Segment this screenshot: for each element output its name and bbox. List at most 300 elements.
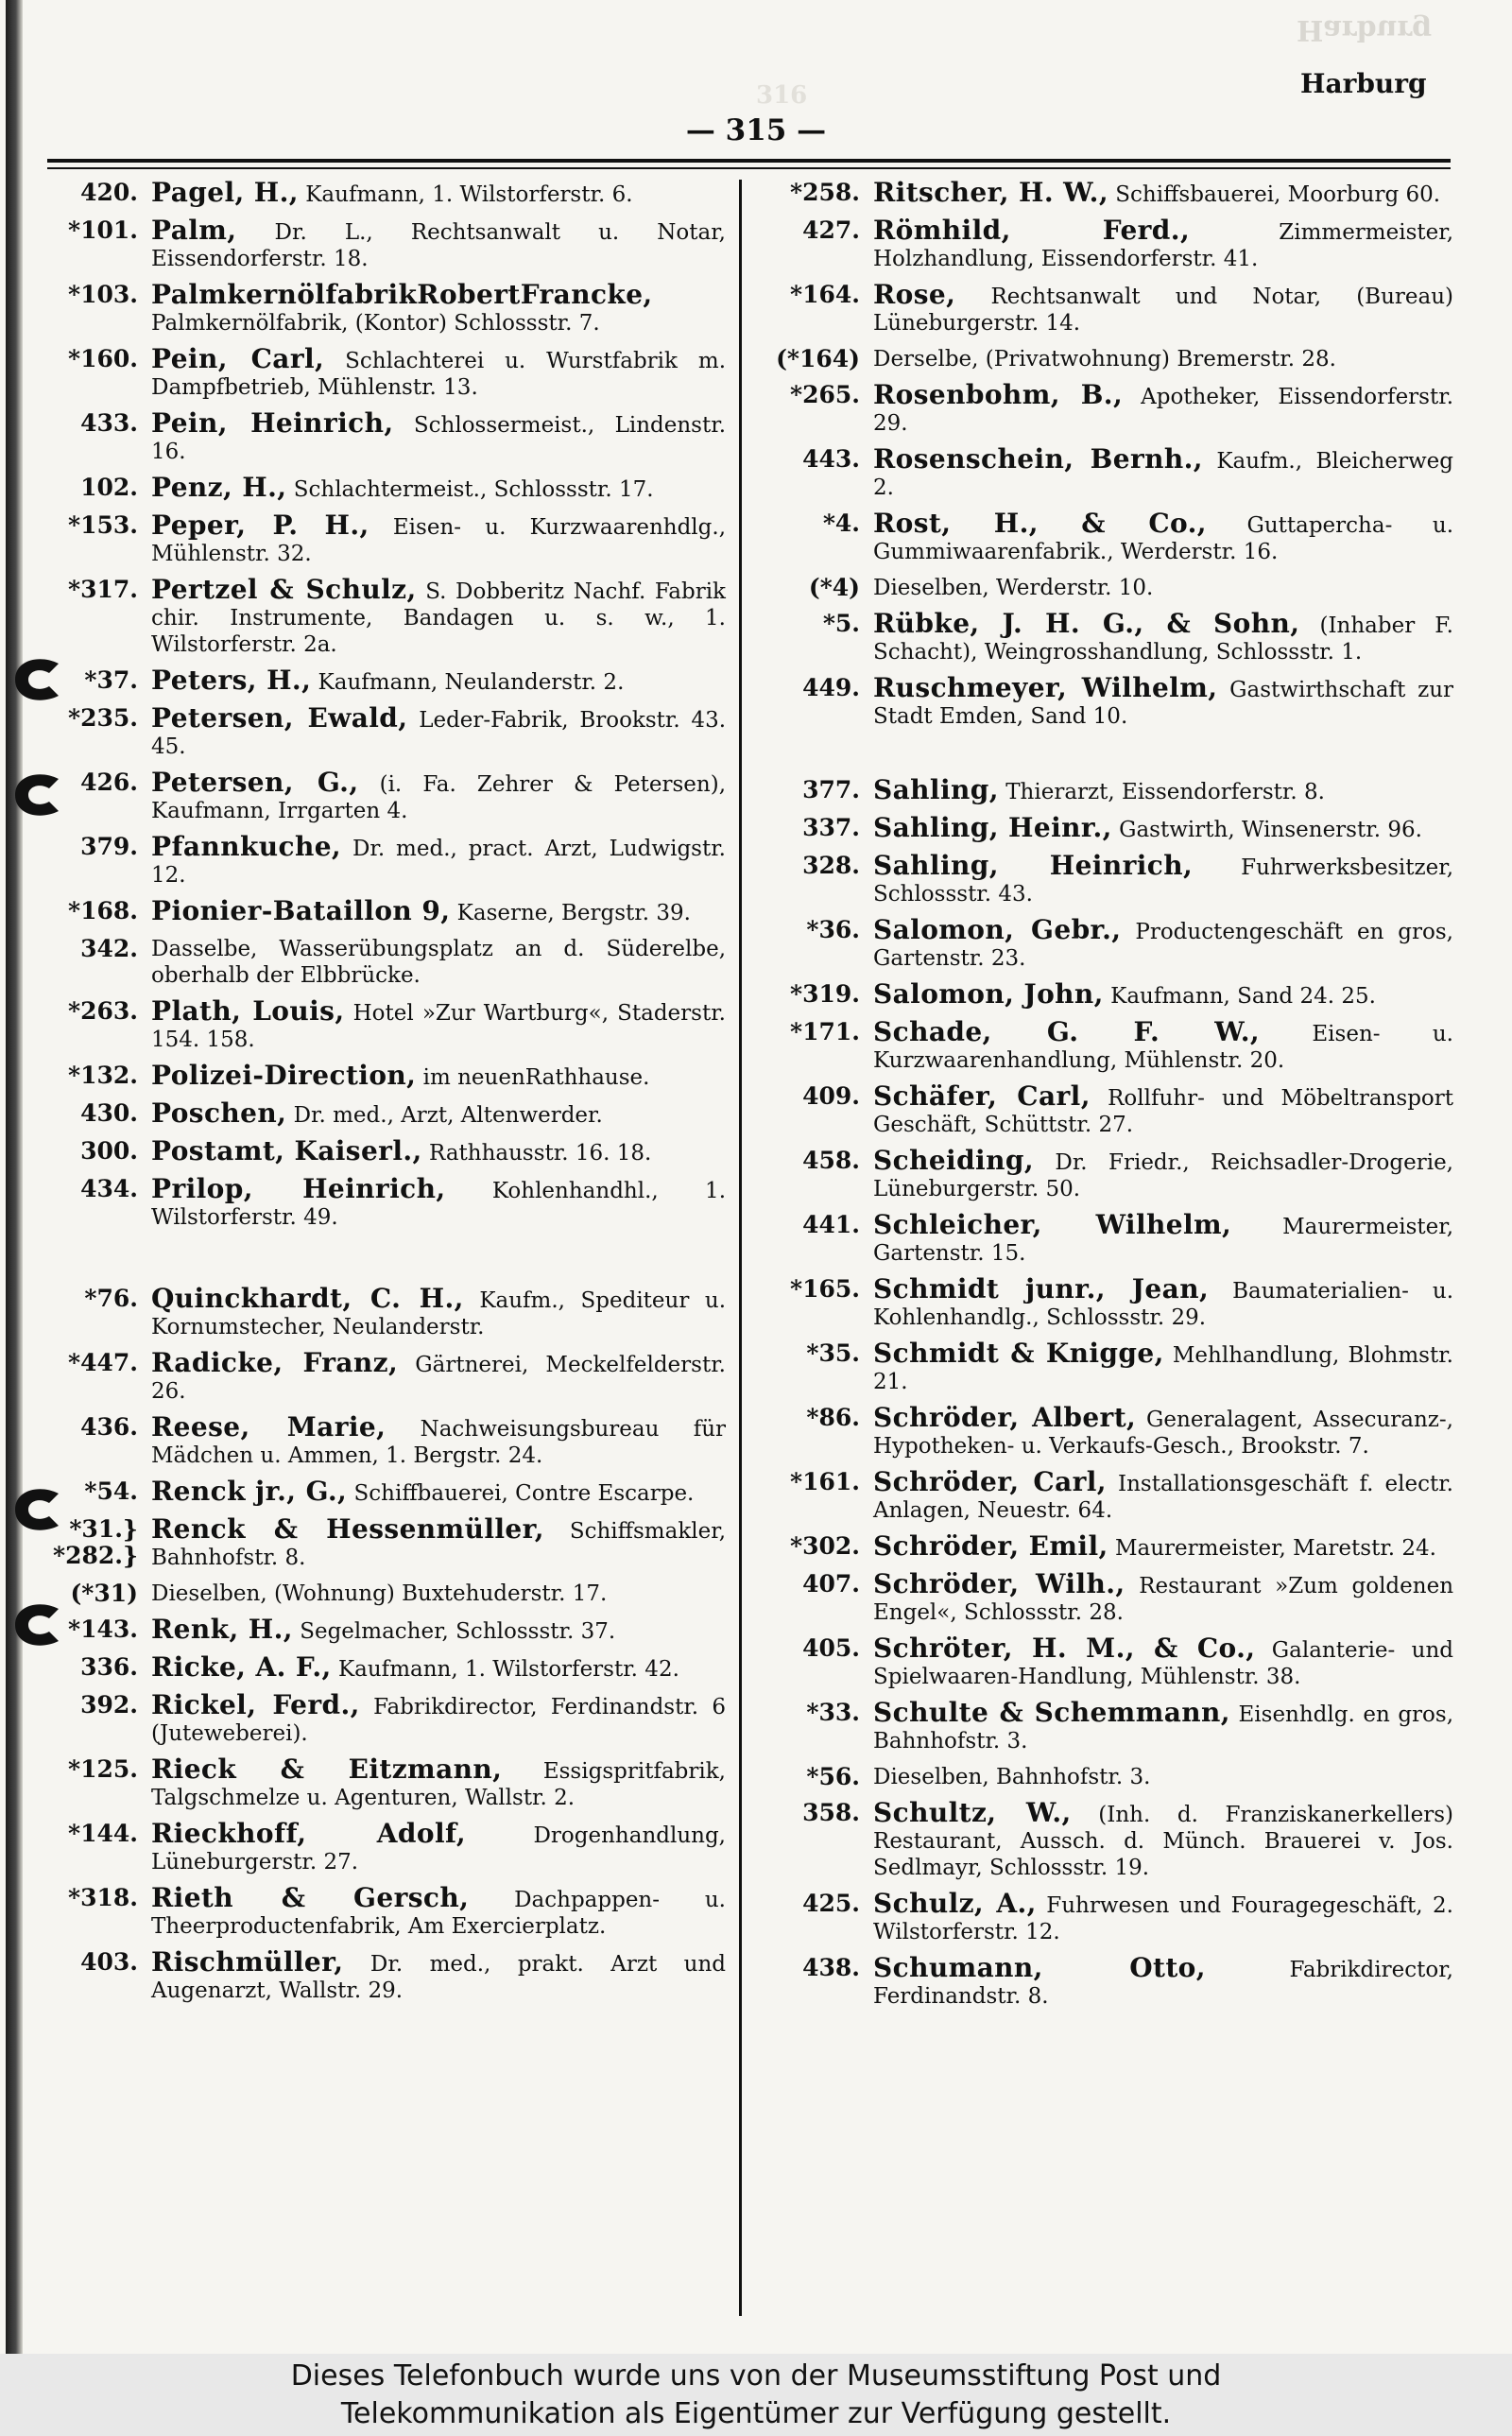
directory-entry: [53, 1513, 726, 1571]
entry-text: [860, 1697, 1454, 1754]
phone-number: *125.: [68, 1755, 138, 1783]
directory-entry: [53, 177, 726, 208]
subscriber-details: Hotel »Zur Wartburg«, Staderstr. 154. 158.: [151, 1001, 726, 1052]
subscriber-name: Ritscher, H. W.,: [873, 177, 1108, 208]
entry-text: [860, 1797, 1453, 1881]
directory-entry: [760, 850, 1454, 907]
subscriber-name: Schumann, Otto,: [873, 1952, 1206, 1983]
subscriber-name: Rieck & Eitzmann,: [151, 1754, 503, 1785]
subscriber-name: PalmkernölfabrikRobertFrancke,: [151, 279, 653, 310]
directory-entry: [760, 1952, 1453, 2010]
entry-text: [138, 574, 726, 658]
directory-entry: [53, 1097, 726, 1129]
subscriber-details: Generalagent, Assecuranz-, Hypotheken- u. Verkaufs-Gesch., Brookstr. 7.: [873, 1408, 1453, 1459]
directory-entry: [53, 1060, 726, 1091]
subscriber-name: Schulte & Schemmann,: [873, 1697, 1230, 1728]
subscriber-name: Renck jr., G.,: [151, 1476, 348, 1507]
subscriber-name: Ricke, A. F.,: [151, 1651, 332, 1683]
directory-entry: [760, 1402, 1453, 1460]
subscriber-name: Pertzel & Schulz,: [151, 574, 417, 605]
subscriber-details: Segelmacher, Schlossstr. 37.: [300, 1619, 616, 1644]
subscriber-name: Renk, H.,: [151, 1614, 293, 1645]
entry-text: [138, 1283, 727, 1340]
phone-number: 436.: [80, 1413, 138, 1441]
directory-entry: [760, 914, 1453, 972]
phone-number: 102.: [80, 474, 138, 501]
subscriber-details: Fabrikdirector, Ferdinandstr. 6 (Juteweberei).: [151, 1695, 726, 1746]
entry-text: [860, 1080, 1454, 1138]
subscriber-name: Schröder, Emil,: [873, 1530, 1108, 1562]
phone-number: *318.: [68, 1884, 138, 1911]
phone-number: *161.: [790, 1468, 860, 1495]
entry-text: [138, 895, 726, 926]
directory-entry: [760, 1209, 1454, 1267]
phone-number: 337.: [802, 814, 860, 841]
subscriber-details: Productengeschäft en gros, Gartenstr. 23.: [873, 920, 1453, 971]
left-column: [53, 177, 727, 2004]
phone-number: *302.: [790, 1532, 860, 1560]
subscriber-name: Renck & Hessenmüller,: [151, 1513, 544, 1545]
directory-entry: [760, 1888, 1453, 1945]
subscriber-details: (i. Fa. Zehrer & Petersen), Kaufmann, Irrgarten 4.: [151, 772, 727, 823]
phone-number: *168.: [68, 897, 138, 924]
directory-entry: [760, 379, 1454, 437]
subscriber-details: Schiffbauerei, Contre Escarpe.: [353, 1481, 695, 1506]
entry-text: [138, 702, 727, 760]
phone-number: 409.: [802, 1082, 860, 1110]
entry-text: [860, 177, 1453, 208]
directory-entry: [760, 575, 1453, 601]
subscriber-name: Schultz, W.,: [873, 1797, 1072, 1828]
directory-entry: [760, 1797, 1453, 1881]
subscriber-name: Pagel, H.,: [151, 177, 299, 208]
subscriber-name: Pein, Carl,: [151, 343, 325, 374]
subscriber-name: Schleicher, Wilhelm,: [873, 1209, 1232, 1240]
directory-entry: [53, 574, 726, 658]
subscriber-details: Maurermeister, Maretstr. 24.: [1114, 1536, 1436, 1561]
subscriber-name: Sahling,: [873, 774, 999, 805]
phone-number: *164.: [790, 281, 860, 308]
entry-text: [860, 575, 1453, 601]
directory-entry: [760, 346, 1453, 372]
phone-number: *160.: [68, 345, 138, 372]
directory-entry: [760, 1340, 1453, 1395]
phone-number: *54.: [84, 1477, 138, 1505]
subscriber-name: Schmidt & Knigge,: [873, 1338, 1164, 1369]
subscriber-name: Reese, Marie,: [151, 1411, 387, 1443]
entry-text: [138, 472, 726, 503]
subscriber-details: S. Dobberitz Nachf. Fabrik chir. Instrumente, Bandagen u. s. w., 1. Wilstorferstr. 2a.: [151, 579, 726, 657]
directory-entry: [760, 1466, 1453, 1524]
subscriber-name: Palm,: [151, 215, 237, 246]
subscriber-details: Dieselben, Werderstr. 10.: [873, 576, 1154, 600]
subscriber-name: Quinckhardt, C. H.,: [151, 1283, 464, 1314]
subscriber-details: Gastwirth, Winsenerstr. 96.: [1119, 818, 1422, 842]
subscriber-name: Schröder, Wilh.,: [873, 1568, 1125, 1599]
entry-text: [138, 1173, 726, 1231]
subscriber-details: Dr. L., Rechtsanwalt u. Notar, Eissendorferstr. 18.: [151, 220, 726, 271]
entry-text: [860, 608, 1453, 665]
subscriber-details: Dieselben, (Wohnung) Buxtehuderstr. 17.: [151, 1581, 608, 1606]
phone-number: 328.: [802, 852, 860, 879]
entry-text: [860, 1568, 1454, 1626]
subscriber-name: Scheiding,: [873, 1145, 1034, 1176]
entry-text: [138, 407, 727, 465]
directory-entry: [760, 672, 1453, 730]
subscriber-details: Eisenhdlg. en gros, Bahnhofstr. 3.: [873, 1702, 1454, 1754]
directory-entry: [53, 831, 726, 889]
directory-entry: [760, 1764, 1453, 1790]
entry-text: [860, 1530, 1453, 1562]
phone-number: 336.: [80, 1653, 138, 1681]
phone-number: (*31): [70, 1580, 138, 1607]
subscriber-details: Installationsgeschäft f. electr. Anlagen, Neuestr. 64.: [873, 1472, 1453, 1523]
subscriber-name: Pein, Heinrich,: [151, 407, 394, 439]
phone-number: 377.: [802, 776, 860, 803]
subscriber-details: (Inh. d. Franziskanerkellers) Restaurant, Aussch. d. Münch. Brauerei v. Jos. Sedlmayr, Schlossstr. 19.: [873, 1803, 1453, 1880]
phone-number: *319.: [790, 980, 860, 1008]
phone-number: 449.: [802, 674, 860, 701]
directory-entry: [760, 510, 1453, 565]
subscriber-name: Rieckhoff, Adolf,: [151, 1818, 466, 1849]
subscriber-details: Kaserne, Bergstr. 39.: [456, 901, 691, 925]
entry-text: [138, 1882, 726, 1940]
subscriber-name: Rosenbohm, B.,: [873, 379, 1124, 410]
directory-entry: [760, 279, 1453, 337]
entry-text: [860, 510, 1453, 565]
entry-text: [138, 1651, 726, 1683]
subscriber-name: Plath, Louis,: [151, 995, 345, 1027]
entry-text: [138, 1818, 726, 1875]
subscriber-details: Kaufm., Bleicherweg 2.: [873, 449, 1453, 500]
entry-text: [860, 1952, 1453, 2010]
subscriber-details: Schiffsmakler, Bahnhofstr. 8.: [151, 1519, 726, 1570]
directory-entry: [53, 1818, 726, 1875]
subscriber-details: Fuhrwesen und Fouragegeschäft, 2. Wilstorferstr. 12.: [873, 1893, 1453, 1944]
phone-number: 342.: [80, 935, 138, 962]
phone-number: 441.: [802, 1211, 860, 1238]
subscriber-name: Prilop, Heinrich,: [151, 1173, 446, 1204]
directory-entry: [760, 1530, 1453, 1562]
subscriber-details: (Inhaber F. Schacht), Weingrosshandlung, Schlossstr. 1.: [873, 613, 1453, 665]
subscriber-name: Petersen, Ewald,: [151, 702, 408, 734]
phone-number: *56.: [806, 1763, 860, 1790]
subscriber-details: Schlachterei u. Wurstfabrik m. Dampfbetrieb, Mühlenstr. 13.: [151, 349, 727, 400]
entry-text: [860, 1402, 1453, 1460]
subscriber-name: Sahling, Heinrich,: [873, 850, 1194, 881]
entry-text: [138, 831, 726, 889]
phone-number: 407.: [802, 1570, 860, 1598]
phone-number: 358.: [802, 1799, 860, 1826]
directory-entry: [760, 1635, 1453, 1690]
entry-text: [860, 279, 1453, 337]
phone-number: 300.: [80, 1137, 138, 1165]
footer-notice: [0, 2354, 1512, 2436]
directory-entry: [760, 1016, 1453, 1074]
header-rule-thin: [47, 167, 1451, 169]
directory-entry: [53, 1581, 726, 1607]
phone-number: *165.: [790, 1275, 860, 1303]
entry-text: [138, 995, 726, 1053]
subscriber-name: Pionier-Bataillon 9,: [151, 895, 451, 926]
entry-text: [860, 1888, 1453, 1945]
directory-entry: [53, 343, 727, 401]
directory-entry: [53, 667, 726, 696]
directory-entry: [53, 1756, 726, 1811]
directory-entry: [53, 1616, 726, 1645]
subscriber-name: Petersen, G.,: [151, 767, 359, 798]
bleed-through-region: Harburg: [1297, 13, 1433, 46]
phone-number: *265.: [790, 381, 860, 408]
subscriber-name: Rickel, Ferd.,: [151, 1689, 360, 1720]
directory-entry: [53, 472, 726, 503]
subscriber-details: Eisen- u. Kurzwaarenhandlung, Mühlenstr. 20.: [873, 1022, 1453, 1073]
subscriber-details: Dr. med., Arzt, Altenwerder.: [293, 1103, 603, 1128]
phone-number: 458.: [802, 1147, 860, 1174]
directory-entry: [760, 177, 1453, 208]
directory-entry: [53, 512, 726, 567]
subscriber-details: Gärtnerei, Meckelfelderstr. 26.: [151, 1353, 726, 1404]
phone-number: *144.: [68, 1820, 138, 1847]
region-heading: Harburg: [1300, 68, 1427, 99]
phone-number: 405.: [802, 1634, 860, 1662]
entry-text: [860, 1209, 1454, 1267]
subscriber-details: Gastwirthschaft zur Stadt Emden, Sand 10.: [873, 678, 1453, 729]
phone-number: *171.: [790, 1018, 860, 1045]
subscriber-details: Rollfuhr- und Möbeltransport Geschäft, Schüttstr. 27.: [873, 1086, 1454, 1137]
phone-number: 379.: [80, 833, 138, 860]
subscriber-name: Schmidt junr., Jean,: [873, 1273, 1210, 1304]
entry-text: [860, 217, 1453, 272]
phone-number: *101.: [68, 216, 138, 244]
directory-entry: [760, 774, 1453, 805]
subscriber-details: Restaurant »Zum goldenen Engel«, Schlossstr. 28.: [873, 1574, 1454, 1625]
directory-entry: [53, 1478, 726, 1507]
directory-entry: [53, 1135, 726, 1166]
directory-entry: [53, 936, 726, 989]
phone-number: (*164): [776, 345, 860, 372]
subscriber-name: Pfannkuche,: [151, 831, 342, 862]
directory-entry: [760, 1080, 1454, 1138]
subscriber-name: Radicke, Franz,: [151, 1347, 399, 1378]
entry-text: [138, 1616, 726, 1645]
subscriber-name: Rübke, J. H. G., & Sohn,: [873, 608, 1300, 639]
header-rule: [47, 159, 1451, 163]
directory-entry: [760, 1145, 1453, 1202]
subscriber-details: Palmkernölfabrik, (Kontor) Schlossstr. 7.: [151, 311, 600, 336]
entry-text: [138, 1946, 727, 2004]
subscriber-name: Ruschmeyer, Wilhelm,: [873, 672, 1218, 703]
subscriber-name: Rosenschein, Bernh.,: [873, 443, 1203, 475]
entry-text: [860, 1273, 1454, 1331]
phone-number: (*4): [808, 574, 860, 601]
subscriber-details: Dachpappen- u. Theerproductenfabrik, Am Exercierplatz.: [151, 1888, 726, 1939]
subscriber-details: Derselbe, (Privatwohnung) Bremerstr. 28.: [873, 347, 1336, 371]
column-divider: [739, 180, 742, 2316]
entry-text: [138, 279, 726, 337]
subscriber-details: Schlossermeist., Lindenstr. 16.: [151, 413, 727, 464]
entry-text: [860, 812, 1453, 843]
subscriber-name: Peper, P. H.,: [151, 510, 369, 541]
entry-text: [138, 1689, 726, 1747]
subscriber-name: Poschen,: [151, 1097, 287, 1129]
directory-entry: [53, 1882, 726, 1940]
phone-number: *31.} *282.}: [53, 1515, 139, 1569]
directory-entry: [760, 608, 1453, 665]
phone-number: *37.: [84, 666, 138, 694]
directory-entry: [760, 1273, 1454, 1331]
subscriber-name: Rieth & Gersch,: [151, 1882, 470, 1913]
directory-entry: [760, 978, 1453, 1010]
entry-text: [860, 672, 1453, 730]
subscriber-name: Rischmüller,: [151, 1946, 344, 1978]
phone-number: *153.: [68, 511, 138, 539]
subscriber-details: Dr. Friedr., Reichsadler-Drogerie, Lüneburgerstr. 50.: [873, 1150, 1453, 1201]
subscriber-name: Polizei-Direction,: [151, 1060, 417, 1091]
phone-number: *143.: [68, 1615, 138, 1643]
subscriber-name: Sahling, Heinr.,: [873, 812, 1112, 843]
directory-entry: [53, 1946, 727, 2004]
subscriber-details: Maurermeister, Gartenstr. 15.: [873, 1215, 1454, 1266]
entry-text: [138, 1097, 726, 1129]
entry-text: [860, 978, 1453, 1010]
subscriber-details: Essigspritfabrik, Talgschmelze u. Agenturen, Wallstr. 2.: [151, 1759, 726, 1810]
phone-number: 425.: [802, 1890, 860, 1917]
subscriber-name: Schröter, H. M., & Co.,: [873, 1633, 1256, 1664]
phone-number: *33.: [806, 1699, 860, 1726]
phone-number: *235.: [68, 704, 138, 732]
directory-entry: [53, 769, 726, 824]
subscriber-details: Guttapercha- u. Gummiwaarenfabrik., Werderstr. 16.: [873, 513, 1454, 564]
phone-number: *5.: [822, 610, 860, 637]
subscriber-name: Rost, H., & Co.,: [873, 508, 1207, 539]
subscriber-details: Leder-Fabrik, Brookstr. 43. 45.: [151, 708, 727, 759]
subscriber-name: Schäfer, Carl,: [873, 1080, 1091, 1112]
directory-entry: [53, 1411, 727, 1469]
directory-entry: [760, 443, 1453, 501]
subscriber-name: Postamt, Kaiserl.,: [151, 1135, 422, 1166]
entry-text: [860, 443, 1453, 501]
subscriber-name: Peters, H.,: [151, 665, 312, 696]
page-number: — 315 —: [685, 113, 827, 147]
subscriber-details: Kaufmann, Neulanderstr. 2.: [318, 670, 625, 695]
directory-entry: [760, 1568, 1454, 1626]
phone-number: *36.: [806, 916, 860, 943]
subscriber-details: Kaufmann, 1. Wilstorferstr. 42.: [337, 1657, 679, 1682]
bleed-through-page-number: 316: [756, 81, 808, 110]
directory-entry: [53, 407, 727, 465]
phone-number: 430.: [80, 1099, 138, 1127]
subscriber-details: Schiffsbauerei, Moorburg 60.: [1115, 182, 1441, 207]
subscriber-name: Schröder, Carl,: [873, 1466, 1107, 1497]
phone-number: *447.: [68, 1349, 138, 1376]
phone-number: *86.: [806, 1404, 860, 1431]
subscriber-details: Kohlenhandhl., 1. Wilstorferstr. 49.: [151, 1179, 726, 1230]
phone-number: 427.: [802, 216, 860, 244]
entry-text: [138, 217, 726, 272]
entry-text: [860, 1340, 1453, 1395]
entry-text: [138, 1411, 727, 1469]
entry-text: [860, 774, 1453, 805]
subscriber-details: Eisen- u. Kurzwaarenhdlg., Mühlenstr. 32.: [151, 515, 727, 566]
footer-line: Telekommunikation als Eigentümer zur Verfügung gestellt.: [340, 2397, 1172, 2430]
entry-text: [138, 769, 726, 824]
subscriber-name: Salomon, John,: [873, 978, 1104, 1010]
subscriber-name: Rose,: [873, 279, 956, 310]
directory-entry: [53, 1347, 726, 1405]
entry-text: [860, 914, 1453, 972]
entry-text: [138, 1060, 726, 1091]
entry-text: [138, 177, 726, 208]
phone-number: 434.: [80, 1175, 138, 1202]
directory-entry: [53, 702, 727, 760]
directory-entry: [53, 279, 726, 337]
phone-number: *263.: [68, 997, 138, 1025]
subscriber-details: Galanterie- und Spielwaaren-Handlung, Mühlenstr. 38.: [873, 1638, 1453, 1689]
entry-text: [860, 850, 1454, 907]
subscriber-details: Fuhrwerksbesitzer, Schlossstr. 43.: [873, 855, 1454, 907]
subscriber-details: Fabrikdirector, Ferdinandstr. 8.: [873, 1958, 1453, 2009]
phone-number: *317.: [68, 576, 138, 603]
entry-text: [860, 1145, 1453, 1202]
footer-line: Dieses Telefonbuch wurde uns von der Museumsstiftung Post und: [290, 2359, 1222, 2393]
entry-text: [138, 1347, 726, 1405]
entry-text: [860, 1016, 1453, 1074]
subscriber-details: Dasselbe, Wasserübungsplatz an d. Süderelbe, oberhalb der Elbbrücke.: [151, 937, 726, 988]
phone-number: 426.: [80, 769, 138, 796]
directory-entry: [53, 1651, 726, 1683]
directory-entry: [760, 812, 1453, 843]
subscriber-details: Rathhausstr. 16. 18.: [428, 1141, 652, 1166]
subscriber-name: Schade, G. F. W.,: [873, 1016, 1261, 1047]
phone-number: *4.: [822, 510, 860, 537]
subscriber-details: Dieselben, Bahnhofstr. 3.: [873, 1765, 1151, 1789]
entry-text: [860, 379, 1454, 437]
subscriber-details: Mehlhandlung, Blohmstr. 21.: [873, 1343, 1453, 1394]
subscriber-details: Drogenhandlung, Lüneburgerstr. 27.: [151, 1823, 726, 1875]
subscriber-details: Dr. med., pract. Arzt, Ludwigstr. 12.: [151, 837, 726, 888]
subscriber-details: Schlachtermeist., Schlossstr. 17.: [293, 477, 654, 502]
subscriber-details: Apotheker, Eissendorferstr. 29.: [873, 385, 1454, 436]
entry-text: [138, 343, 727, 401]
subscriber-name: Schröder, Albert,: [873, 1402, 1137, 1433]
subscriber-name: Penz, H.,: [151, 472, 287, 503]
phone-number: 438.: [802, 1954, 860, 1981]
entry-text: [860, 346, 1453, 372]
entry-text: [138, 1513, 726, 1571]
entry-text: [138, 1135, 726, 1166]
entry-text: [138, 1478, 726, 1507]
subscriber-name: Schulz, A.,: [873, 1888, 1037, 1919]
directory-entry: [53, 1173, 726, 1231]
phone-number: *35.: [806, 1339, 860, 1367]
phone-number: 433.: [80, 409, 138, 437]
entry-text: [138, 512, 726, 567]
entry-text: [860, 1635, 1453, 1690]
subscriber-details: Zimmermeister, Holzhandlung, Eissendorferstr. 41.: [873, 220, 1454, 271]
book-spine: [6, 0, 23, 2354]
phone-number: 403.: [80, 1948, 138, 1976]
phone-number: *258.: [790, 179, 860, 206]
entry-text: [138, 936, 726, 989]
entry-text: [138, 1581, 726, 1607]
entry-text: [860, 1466, 1453, 1524]
subscriber-details: Nachweisungsbureau für Mädchen u. Ammen, 1. Bergstr. 24.: [151, 1417, 727, 1468]
directory-entry: [53, 1689, 726, 1747]
directory-entry: [760, 1697, 1454, 1754]
entry-text: [138, 667, 726, 696]
subscriber-name: Römhild, Ferd.,: [873, 215, 1191, 246]
